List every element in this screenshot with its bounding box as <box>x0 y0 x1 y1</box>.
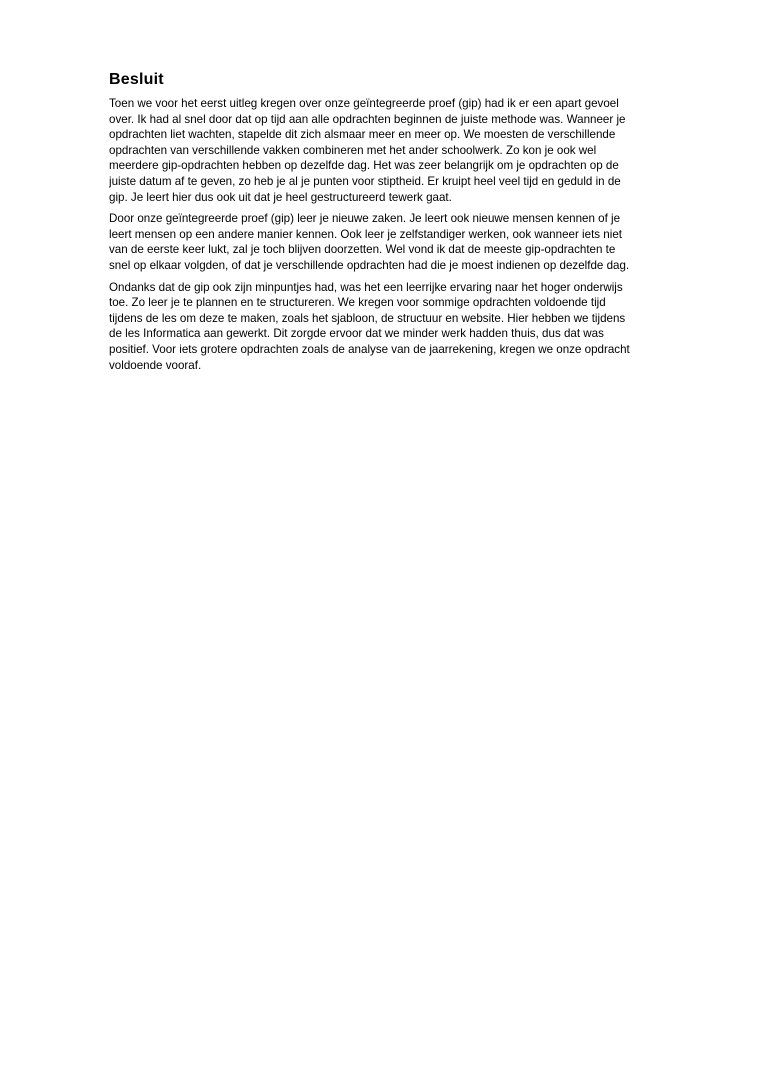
paragraph-line: de les Informatica aan gewerkt. Dit zorgde ervoor dat we minder werk hadden thuis, dus dat was <box>109 327 604 341</box>
paragraph-line: gip. Je leert hier dus ook uit dat je heel gestructureerd tewerk gaat. <box>109 190 452 204</box>
paragraph-line: opdrachten van verschillende vakken combineren met het ander schoolwerk. Zo kon je ook wel <box>109 143 597 157</box>
document-body <box>109 70 687 379</box>
paragraph-line: toe. Zo leer je te plannen en te structureren. We kregen voor sommige opdrachten voldoende tijd <box>109 296 606 310</box>
paragraph-line: Toen we voor het eerst uitleg kregen over onze geïntegreerde proef (gip) had ik er een apart gevoel <box>109 97 619 110</box>
paragraph-line: over. Ik had al snel door dat op tijd aan alle opdrachten beginnen de juiste methode was. Wanneer je <box>109 112 626 126</box>
paragraph-line: positief. Voor iets grotere opdrachten zoals de analyse van de jaarrekening, kregen we onze opdracht <box>109 342 630 356</box>
paragraph-line: van de eerste keer lukt, zal je toch blijven doorzetten. Wel vond ik dat de meeste gip-opdrachten te <box>109 243 616 257</box>
paragraph-1 <box>109 96 687 205</box>
paragraph-line: snel op elkaar volgden, of dat je verschillende opdrachten had die je moest indienen op dezelfde dag. <box>109 258 630 272</box>
paragraph-line: meerdere gip-opdrachten hebben op dezelfde dag. Het was zeer belangrijk om je opdrachten op de <box>109 159 619 173</box>
paragraph-line: Ondanks dat de gip ook zijn minpuntjes had, was het een leerrijke ervaring naar het hoger onderwijs <box>109 280 623 294</box>
paragraph-line: juiste datum af te geven, zo heb je al je punten voor stiptheid. Er kruipt heel veel tijd en geduld in de <box>109 174 621 188</box>
paragraph-line: voldoende vooraf. <box>109 358 202 372</box>
paragraph-3 <box>109 280 687 374</box>
section-heading: Besluit <box>109 71 164 88</box>
paragraph-2 <box>109 211 687 273</box>
paragraph-line: tijdens de les om deze te maken, zoals het sjabloon, de structuur en website. Hier hebben we tijdens <box>109 311 626 325</box>
paragraph-line: leert mensen op een andere manier kennen. Ook leer je zelfstandiger werken, ook wanneer iets niet <box>109 227 623 241</box>
paragraph-line: Door onze geïntegreerde proef (gip) leer je nieuwe zaken. Je leert ook nieuwe mensen kennen of je <box>109 212 621 226</box>
paragraph-line: opdrachten liet wachten, stapelde dit zich alsmaar meer en meer op. We moesten de verschillende <box>109 128 616 142</box>
